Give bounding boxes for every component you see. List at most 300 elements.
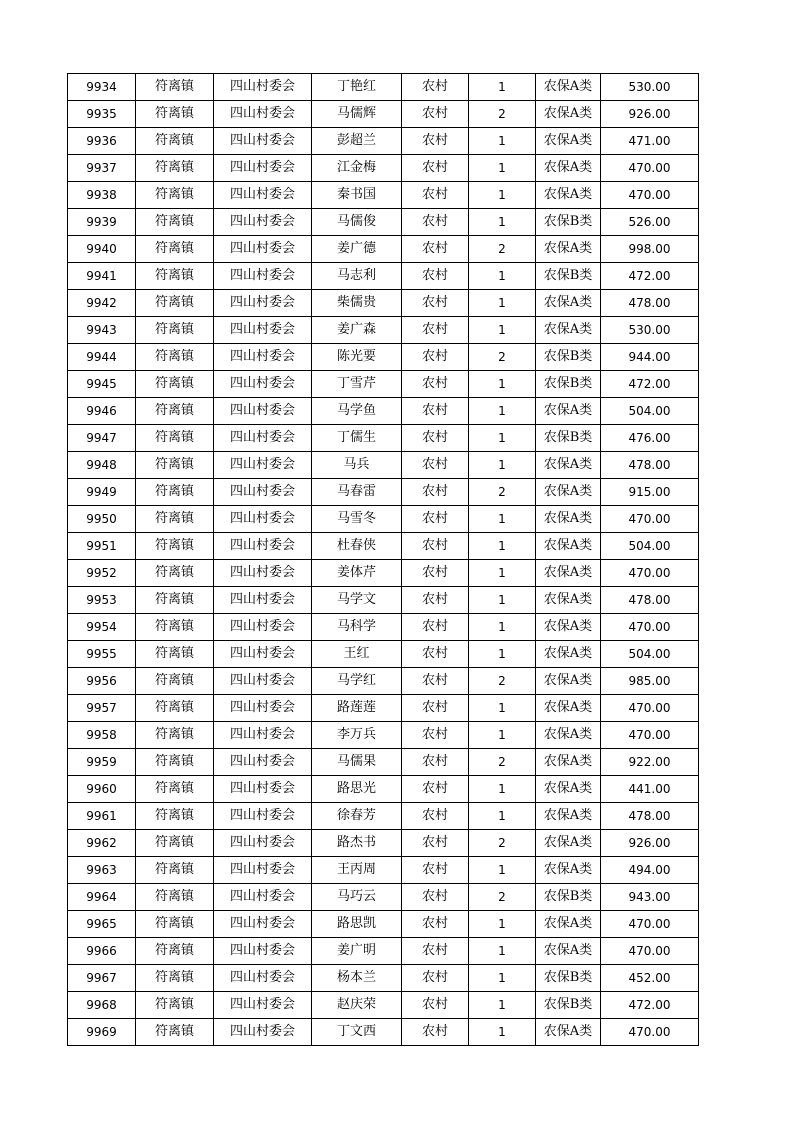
town-cell: 符离镇	[136, 938, 214, 965]
area-type-cell: 农村	[402, 236, 469, 263]
name-cell: 姜广明	[312, 938, 402, 965]
town-cell: 符离镇	[136, 128, 214, 155]
area-type-cell: 农村	[402, 101, 469, 128]
serial-number-cell: 9935	[68, 101, 136, 128]
area-type-cell: 农村	[402, 452, 469, 479]
area-type-cell: 农村	[402, 182, 469, 209]
name-cell: 赵庆荣	[312, 992, 402, 1019]
village-committee-cell: 四山村委会	[214, 263, 312, 290]
name-cell: 李万兵	[312, 722, 402, 749]
village-committee-cell: 四山村委会	[214, 506, 312, 533]
name-cell: 马儒果	[312, 749, 402, 776]
category-cell: 农保A类	[536, 857, 601, 884]
area-type-cell: 农村	[402, 74, 469, 101]
table-row	[68, 830, 699, 857]
name-cell: 马儒辉	[312, 101, 402, 128]
category-cell: 农保A类	[536, 182, 601, 209]
table-row	[68, 803, 699, 830]
category-cell: 农保A类	[536, 722, 601, 749]
area-type-cell: 农村	[402, 506, 469, 533]
name-cell: 柴儒贵	[312, 290, 402, 317]
roster-table	[67, 73, 699, 1046]
serial-number-cell: 9967	[68, 965, 136, 992]
table-row	[68, 398, 699, 425]
amount-cell: 926.00	[601, 830, 699, 857]
household-size-cell: 1	[469, 560, 536, 587]
category-cell: 农保B类	[536, 344, 601, 371]
area-type-cell: 农村	[402, 722, 469, 749]
area-type-cell: 农村	[402, 830, 469, 857]
amount-cell: 478.00	[601, 587, 699, 614]
area-type-cell: 农村	[402, 857, 469, 884]
household-size-cell: 1	[469, 425, 536, 452]
serial-number-cell: 9952	[68, 560, 136, 587]
category-cell: 农保B类	[536, 425, 601, 452]
serial-number-cell: 9961	[68, 803, 136, 830]
amount-cell: 504.00	[601, 398, 699, 425]
name-cell: 杨本兰	[312, 965, 402, 992]
name-cell: 马雪冬	[312, 506, 402, 533]
category-cell: 农保A类	[536, 101, 601, 128]
area-type-cell: 农村	[402, 290, 469, 317]
table-row	[68, 722, 699, 749]
table-row	[68, 263, 699, 290]
village-committee-cell: 四山村委会	[214, 236, 312, 263]
household-size-cell: 1	[469, 695, 536, 722]
household-size-cell: 1	[469, 722, 536, 749]
table-row	[68, 452, 699, 479]
table-row	[68, 155, 699, 182]
serial-number-cell: 9946	[68, 398, 136, 425]
household-size-cell: 1	[469, 74, 536, 101]
amount-cell: 998.00	[601, 236, 699, 263]
category-cell: 农保A类	[536, 830, 601, 857]
table-row	[68, 992, 699, 1019]
area-type-cell: 农村	[402, 398, 469, 425]
town-cell: 符离镇	[136, 452, 214, 479]
town-cell: 符离镇	[136, 155, 214, 182]
amount-cell: 470.00	[601, 182, 699, 209]
serial-number-cell: 9962	[68, 830, 136, 857]
area-type-cell: 农村	[402, 641, 469, 668]
village-committee-cell: 四山村委会	[214, 857, 312, 884]
table-row	[68, 479, 699, 506]
area-type-cell: 农村	[402, 938, 469, 965]
serial-number-cell: 9943	[68, 317, 136, 344]
household-size-cell: 1	[469, 290, 536, 317]
amount-cell: 470.00	[601, 506, 699, 533]
area-type-cell: 农村	[402, 776, 469, 803]
town-cell: 符离镇	[136, 74, 214, 101]
village-committee-cell: 四山村委会	[214, 479, 312, 506]
relief-roster-sheet	[67, 73, 699, 1046]
area-type-cell: 农村	[402, 695, 469, 722]
area-type-cell: 农村	[402, 965, 469, 992]
area-type-cell: 农村	[402, 155, 469, 182]
category-cell: 农保A类	[536, 317, 601, 344]
category-cell: 农保A类	[536, 695, 601, 722]
amount-cell: 504.00	[601, 641, 699, 668]
area-type-cell: 农村	[402, 587, 469, 614]
name-cell: 马儒俊	[312, 209, 402, 236]
amount-cell: 915.00	[601, 479, 699, 506]
category-cell: 农保A类	[536, 290, 601, 317]
amount-cell: 470.00	[601, 155, 699, 182]
village-committee-cell: 四山村委会	[214, 452, 312, 479]
household-size-cell: 1	[469, 452, 536, 479]
village-committee-cell: 四山村委会	[214, 965, 312, 992]
village-committee-cell: 四山村委会	[214, 101, 312, 128]
serial-number-cell: 9966	[68, 938, 136, 965]
household-size-cell: 1	[469, 533, 536, 560]
town-cell: 符离镇	[136, 398, 214, 425]
category-cell: 农保A类	[536, 776, 601, 803]
amount-cell: 472.00	[601, 263, 699, 290]
amount-cell: 478.00	[601, 803, 699, 830]
category-cell: 农保B类	[536, 884, 601, 911]
town-cell: 符离镇	[136, 1019, 214, 1046]
household-size-cell: 2	[469, 236, 536, 263]
household-size-cell: 1	[469, 398, 536, 425]
serial-number-cell: 9942	[68, 290, 136, 317]
category-cell: 农保A类	[536, 506, 601, 533]
name-cell: 路思凯	[312, 911, 402, 938]
town-cell: 符离镇	[136, 425, 214, 452]
name-cell: 王丙周	[312, 857, 402, 884]
household-size-cell: 1	[469, 155, 536, 182]
town-cell: 符离镇	[136, 857, 214, 884]
amount-cell: 472.00	[601, 992, 699, 1019]
household-size-cell: 2	[469, 101, 536, 128]
table-row	[68, 938, 699, 965]
area-type-cell: 农村	[402, 317, 469, 344]
table-row	[68, 911, 699, 938]
household-size-cell: 1	[469, 857, 536, 884]
serial-number-cell: 9968	[68, 992, 136, 1019]
town-cell: 符离镇	[136, 911, 214, 938]
table-row	[68, 533, 699, 560]
amount-cell: 526.00	[601, 209, 699, 236]
name-cell: 徐春芳	[312, 803, 402, 830]
name-cell: 陈光要	[312, 344, 402, 371]
amount-cell: 470.00	[601, 911, 699, 938]
town-cell: 符离镇	[136, 587, 214, 614]
table-row	[68, 587, 699, 614]
category-cell: 农保A类	[536, 668, 601, 695]
category-cell: 农保A类	[536, 74, 601, 101]
serial-number-cell: 9936	[68, 128, 136, 155]
category-cell: 农保B类	[536, 371, 601, 398]
household-size-cell: 1	[469, 965, 536, 992]
amount-cell: 504.00	[601, 533, 699, 560]
town-cell: 符离镇	[136, 776, 214, 803]
name-cell: 马学文	[312, 587, 402, 614]
table-row	[68, 1019, 699, 1046]
household-size-cell: 1	[469, 317, 536, 344]
area-type-cell: 农村	[402, 209, 469, 236]
village-committee-cell: 四山村委会	[214, 830, 312, 857]
town-cell: 符离镇	[136, 344, 214, 371]
serial-number-cell: 9965	[68, 911, 136, 938]
table-row	[68, 128, 699, 155]
town-cell: 符离镇	[136, 236, 214, 263]
category-cell: 农保A类	[536, 479, 601, 506]
amount-cell: 470.00	[601, 614, 699, 641]
household-size-cell: 1	[469, 371, 536, 398]
category-cell: 农保A类	[536, 614, 601, 641]
village-committee-cell: 四山村委会	[214, 128, 312, 155]
amount-cell: 478.00	[601, 290, 699, 317]
category-cell: 农保A类	[536, 560, 601, 587]
area-type-cell: 农村	[402, 560, 469, 587]
household-size-cell: 1	[469, 209, 536, 236]
category-cell: 农保A类	[536, 533, 601, 560]
household-size-cell: 2	[469, 479, 536, 506]
category-cell: 农保A类	[536, 128, 601, 155]
category-cell: 农保A类	[536, 803, 601, 830]
town-cell: 符离镇	[136, 992, 214, 1019]
table-row	[68, 506, 699, 533]
town-cell: 符离镇	[136, 830, 214, 857]
village-committee-cell: 四山村委会	[214, 398, 312, 425]
name-cell: 秦书国	[312, 182, 402, 209]
amount-cell: 441.00	[601, 776, 699, 803]
serial-number-cell: 9947	[68, 425, 136, 452]
household-size-cell: 2	[469, 884, 536, 911]
village-committee-cell: 四山村委会	[214, 938, 312, 965]
serial-number-cell: 9941	[68, 263, 136, 290]
village-committee-cell: 四山村委会	[214, 749, 312, 776]
household-size-cell: 1	[469, 506, 536, 533]
town-cell: 符离镇	[136, 533, 214, 560]
town-cell: 符离镇	[136, 479, 214, 506]
household-size-cell: 2	[469, 830, 536, 857]
serial-number-cell: 9950	[68, 506, 136, 533]
category-cell: 农保A类	[536, 398, 601, 425]
category-cell: 农保A类	[536, 236, 601, 263]
area-type-cell: 农村	[402, 992, 469, 1019]
town-cell: 符离镇	[136, 101, 214, 128]
category-cell: 农保A类	[536, 587, 601, 614]
household-size-cell: 1	[469, 614, 536, 641]
table-row	[68, 236, 699, 263]
name-cell: 马学鱼	[312, 398, 402, 425]
household-size-cell: 1	[469, 803, 536, 830]
name-cell: 姜广森	[312, 317, 402, 344]
roster-body	[68, 74, 699, 1046]
table-row	[68, 776, 699, 803]
serial-number-cell: 9960	[68, 776, 136, 803]
household-size-cell: 2	[469, 668, 536, 695]
table-row	[68, 884, 699, 911]
village-committee-cell: 四山村委会	[214, 344, 312, 371]
table-row	[68, 965, 699, 992]
area-type-cell: 农村	[402, 911, 469, 938]
village-committee-cell: 四山村委会	[214, 776, 312, 803]
table-row	[68, 641, 699, 668]
town-cell: 符离镇	[136, 263, 214, 290]
town-cell: 符离镇	[136, 749, 214, 776]
amount-cell: 922.00	[601, 749, 699, 776]
amount-cell: 944.00	[601, 344, 699, 371]
town-cell: 符离镇	[136, 560, 214, 587]
village-committee-cell: 四山村委会	[214, 533, 312, 560]
name-cell: 马科学	[312, 614, 402, 641]
name-cell: 姜体芹	[312, 560, 402, 587]
name-cell: 丁艳红	[312, 74, 402, 101]
name-cell: 丁文西	[312, 1019, 402, 1046]
category-cell: 农保A类	[536, 452, 601, 479]
village-committee-cell: 四山村委会	[214, 290, 312, 317]
village-committee-cell: 四山村委会	[214, 371, 312, 398]
table-row	[68, 344, 699, 371]
household-size-cell: 1	[469, 1019, 536, 1046]
town-cell: 符离镇	[136, 317, 214, 344]
category-cell: 农保A类	[536, 749, 601, 776]
town-cell: 符离镇	[136, 803, 214, 830]
amount-cell: 494.00	[601, 857, 699, 884]
serial-number-cell: 9964	[68, 884, 136, 911]
household-size-cell: 1	[469, 911, 536, 938]
table-row	[68, 317, 699, 344]
table-row	[68, 182, 699, 209]
household-size-cell: 1	[469, 128, 536, 155]
household-size-cell: 1	[469, 641, 536, 668]
amount-cell: 452.00	[601, 965, 699, 992]
serial-number-cell: 9951	[68, 533, 136, 560]
area-type-cell: 农村	[402, 344, 469, 371]
village-committee-cell: 四山村委会	[214, 74, 312, 101]
table-row	[68, 857, 699, 884]
table-row	[68, 209, 699, 236]
category-cell: 农保B类	[536, 965, 601, 992]
category-cell: 农保B类	[536, 263, 601, 290]
area-type-cell: 农村	[402, 371, 469, 398]
serial-number-cell: 9948	[68, 452, 136, 479]
household-size-cell: 1	[469, 992, 536, 1019]
name-cell: 马学红	[312, 668, 402, 695]
amount-cell: 985.00	[601, 668, 699, 695]
category-cell: 农保A类	[536, 911, 601, 938]
town-cell: 符离镇	[136, 884, 214, 911]
name-cell: 彭超兰	[312, 128, 402, 155]
village-committee-cell: 四山村委会	[214, 992, 312, 1019]
table-row	[68, 74, 699, 101]
serial-number-cell: 9937	[68, 155, 136, 182]
village-committee-cell: 四山村委会	[214, 587, 312, 614]
amount-cell: 478.00	[601, 452, 699, 479]
area-type-cell: 农村	[402, 128, 469, 155]
amount-cell: 470.00	[601, 722, 699, 749]
area-type-cell: 农村	[402, 479, 469, 506]
household-size-cell: 1	[469, 263, 536, 290]
village-committee-cell: 四山村委会	[214, 560, 312, 587]
household-size-cell: 1	[469, 776, 536, 803]
name-cell: 丁雪芹	[312, 371, 402, 398]
serial-number-cell: 9939	[68, 209, 136, 236]
serial-number-cell: 9969	[68, 1019, 136, 1046]
amount-cell: 470.00	[601, 695, 699, 722]
area-type-cell: 农村	[402, 614, 469, 641]
town-cell: 符离镇	[136, 668, 214, 695]
town-cell: 符离镇	[136, 506, 214, 533]
name-cell: 马兵	[312, 452, 402, 479]
amount-cell: 530.00	[601, 74, 699, 101]
table-row	[68, 371, 699, 398]
category-cell: 农保A类	[536, 155, 601, 182]
household-size-cell: 1	[469, 182, 536, 209]
area-type-cell: 农村	[402, 425, 469, 452]
village-committee-cell: 四山村委会	[214, 695, 312, 722]
name-cell: 江金梅	[312, 155, 402, 182]
amount-cell: 926.00	[601, 101, 699, 128]
name-cell: 马春雷	[312, 479, 402, 506]
name-cell: 丁儒生	[312, 425, 402, 452]
serial-number-cell: 9934	[68, 74, 136, 101]
area-type-cell: 农村	[402, 263, 469, 290]
category-cell: 农保A类	[536, 1019, 601, 1046]
amount-cell: 530.00	[601, 317, 699, 344]
amount-cell: 470.00	[601, 938, 699, 965]
village-committee-cell: 四山村委会	[214, 641, 312, 668]
town-cell: 符离镇	[136, 641, 214, 668]
serial-number-cell: 9954	[68, 614, 136, 641]
name-cell: 路杰书	[312, 830, 402, 857]
area-type-cell: 农村	[402, 803, 469, 830]
village-committee-cell: 四山村委会	[214, 722, 312, 749]
table-row	[68, 668, 699, 695]
village-committee-cell: 四山村委会	[214, 155, 312, 182]
amount-cell: 472.00	[601, 371, 699, 398]
serial-number-cell: 9938	[68, 182, 136, 209]
village-committee-cell: 四山村委会	[214, 1019, 312, 1046]
area-type-cell: 农村	[402, 533, 469, 560]
name-cell: 路思光	[312, 776, 402, 803]
table-row	[68, 101, 699, 128]
household-size-cell: 1	[469, 587, 536, 614]
amount-cell: 471.00	[601, 128, 699, 155]
village-committee-cell: 四山村委会	[214, 182, 312, 209]
serial-number-cell: 9953	[68, 587, 136, 614]
serial-number-cell: 9955	[68, 641, 136, 668]
serial-number-cell: 9949	[68, 479, 136, 506]
serial-number-cell: 9957	[68, 695, 136, 722]
town-cell: 符离镇	[136, 965, 214, 992]
serial-number-cell: 9944	[68, 344, 136, 371]
town-cell: 符离镇	[136, 614, 214, 641]
name-cell: 马巧云	[312, 884, 402, 911]
village-committee-cell: 四山村委会	[214, 317, 312, 344]
town-cell: 符离镇	[136, 209, 214, 236]
name-cell: 马志利	[312, 263, 402, 290]
household-size-cell: 1	[469, 938, 536, 965]
name-cell: 王红	[312, 641, 402, 668]
household-size-cell: 2	[469, 344, 536, 371]
name-cell: 姜广德	[312, 236, 402, 263]
village-committee-cell: 四山村委会	[214, 884, 312, 911]
amount-cell: 470.00	[601, 1019, 699, 1046]
table-row	[68, 695, 699, 722]
town-cell: 符离镇	[136, 722, 214, 749]
village-committee-cell: 四山村委会	[214, 425, 312, 452]
area-type-cell: 农村	[402, 749, 469, 776]
town-cell: 符离镇	[136, 290, 214, 317]
town-cell: 符离镇	[136, 182, 214, 209]
serial-number-cell: 9940	[68, 236, 136, 263]
area-type-cell: 农村	[402, 884, 469, 911]
area-type-cell: 农村	[402, 1019, 469, 1046]
serial-number-cell: 9945	[68, 371, 136, 398]
